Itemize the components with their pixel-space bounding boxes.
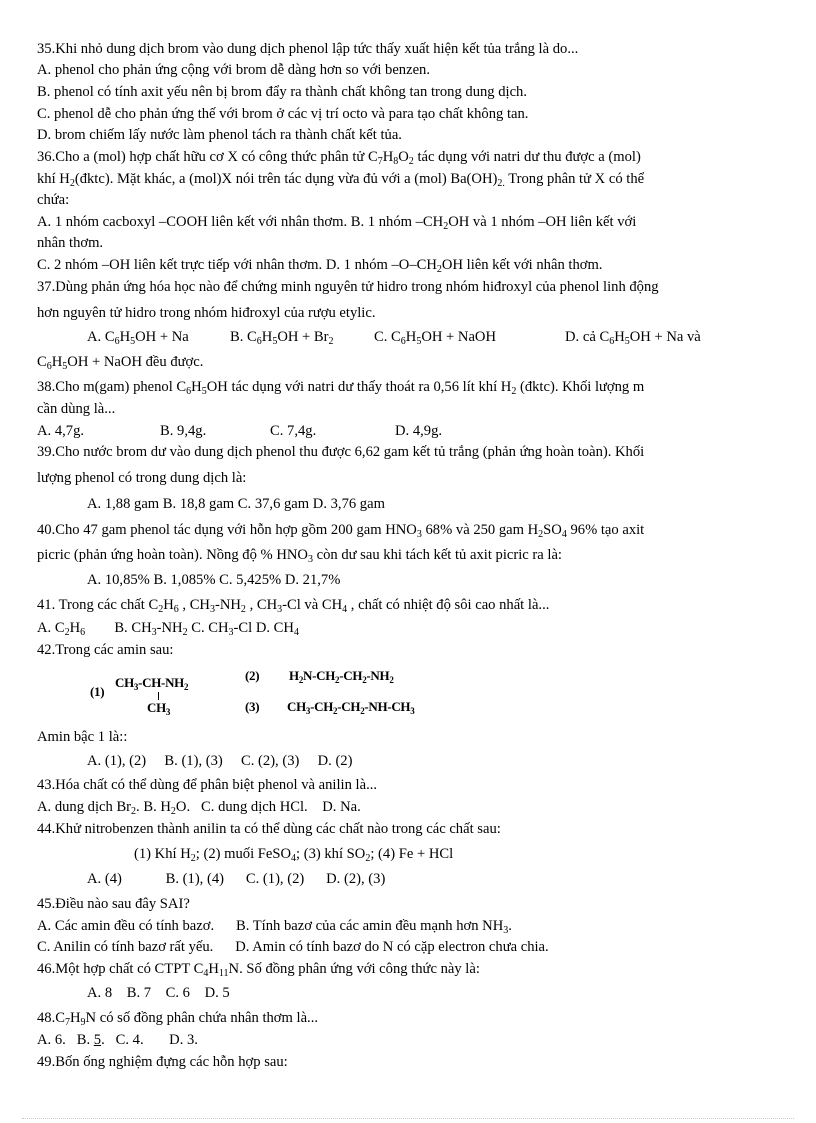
- amine-3-formula: $CH_3-CH_2-CH_2-NH-CH_3$: [287, 699, 415, 716]
- q38-option-d: D. 4,9g.: [395, 423, 443, 439]
- q46-stem: 46.Một hợp chất có CTPT $C_4H_{11}N$. Số đồng phân ứng với công thức này là:: [37, 961, 480, 979]
- q39-options: A. 1,88 gam B. 18,8 gam C. 37,6 gam D. 3,76 gam: [87, 496, 385, 512]
- q45-options-ab: A. Các amin đều có tính bazơ. B. Tính bazơ của các amin đều mạnh hơn $NH_3$.: [37, 918, 512, 936]
- q36-stem-line1: 36.Cho a (mol) hợp chất hữu cơ X có công thức phân tử $C_7H_8O_2$ tác dụng với natri dư thu được a (mol): [37, 149, 641, 167]
- q41-stem: 41. Trong các chất $C_2H_6$ , $CH_3-NH_2$ , $CH_3-Cl$ và $CH_4$ , chất có nhiệt độ sôi cao nhất là...: [37, 597, 550, 615]
- q48-underlined-answer: 5: [93, 1032, 102, 1048]
- q48-stem: $48.C_7H_9N$ có số đồng phân chứa nhân thơm là...: [37, 1010, 318, 1028]
- q37-option-d-cont: $C_6H_5OH$ + NaOH đều được.: [37, 354, 204, 372]
- q35-option-a: A. phenol cho phản ứng cộng với brom dễ dàng hơn so với benzen.: [37, 62, 430, 78]
- q41-options: A. $C_2H_6$ B. $CH_3-NH_2$ C. $CH_3-Cl$ D. $CH_4$: [37, 620, 299, 638]
- q37-option-b: B. $C_6H_5OH + Br_2$: [230, 329, 334, 347]
- q36-options-ab-cont: nhân thơm.: [37, 235, 104, 251]
- q46-options: A. 8 B. 7 C. 6 D. 5: [87, 985, 230, 1001]
- q40-stem-line1: 40.Cho 47 gam phenol tác dụng với hỗn hợp gồm 200 gam $HNO_3$ 68% và 250 gam $H_2SO_4$ 96% tạo axit: [37, 522, 645, 540]
- q38-stem-line2: cần dùng là...: [37, 401, 116, 417]
- q42-stem: 42.Trong các amin sau:: [37, 642, 174, 658]
- q35-option-b: B. phenol có tính axit yếu nên bị brom đẩy ra thành chất không tan trong dung dịch.: [37, 84, 528, 100]
- q36-options-ab: A. 1 nhóm cacboxyl –COOH liên kết với nhân thơm. B. 1 nhóm $-CH_2OH$ và 1 nhóm –OH liên kết với: [37, 214, 637, 232]
- amine-1-formula: $CH_3-CH-NH_2$: [115, 675, 189, 692]
- q49-stem: 49.Bốn ống nghiệm đựng các hỗn hợp sau:: [37, 1054, 288, 1070]
- q35-stem: 35.Khi nhỏ dung dịch brom vào dung dịch phenol lập tức thấy xuất hiện kết tủa trắng là do...: [37, 41, 579, 57]
- q37-option-a: A. $C_6H_5OH + Na$: [87, 329, 189, 347]
- q36-options-cd: C. 2 nhóm –OH liên kết trực tiếp với nhân thơm. D. 1 nhóm $-O-CH_2OH$ liên kết với nhân thơm.: [37, 257, 603, 275]
- q45-options-cd: C. Anilin có tính bazơ rất yếu. D. Amin có tính bazơ do N có cặp electron chưa chia.: [37, 939, 549, 955]
- q43-stem: 43.Hóa chất có thể dùng để phân biệt phenol và anilin là...: [37, 777, 378, 793]
- q39-stem-line1: 39.Cho nước brom dư vào dung dịch phenol thu được 6,62 gam kết tủ trắng (phản ứng hoàn toàn). Khối: [37, 444, 645, 460]
- page-bottom-rule: [22, 1118, 794, 1119]
- q38-stem-line1: 38.Cho m(gam) phenol $C_6H_5OH$ tác dụng với natri dư thấy thoát ra 0,56 lít khí $H_2$ (đktc). Khối lượng m: [37, 379, 645, 397]
- q44-stem: 44.Khử nitrobenzen thành anilin ta có thể dùng các chất nào trong các chất sau:: [37, 821, 501, 837]
- amine-2-formula: $H_2N-CH_2-CH_2-NH_2$: [289, 668, 394, 685]
- q44-choices: (1) Khí $H_2$; (2) muối FeSO$_4$; (3) khí $SO_2$; (4) Fe + HCl: [134, 846, 454, 864]
- q36-stem-line2: khí $H_2(đktc)$. Mặt khác, a (mol)X nói trên tác dụng vừa đủ với a (mol) $Ba(OH)_{2.}$ Trong phân tử X có thể: [37, 171, 645, 189]
- amine-1-number: (1): [90, 684, 105, 699]
- amine-3-number: (3): [245, 699, 260, 714]
- q35-option-d: D. brom chiếm lấy nước làm phenol tách ra thành chất kết tủa.: [37, 127, 402, 143]
- q37-stem-line1: 37.Dùng phản ứng hóa học nào để chứng minh nguyên tử hidro trong nhóm hiđroxyl của phenol linh động: [37, 279, 659, 295]
- q37-option-c: C. $C_6H_5OH$ + NaOH: [374, 329, 497, 347]
- q37-stem-line2: hơn nguyên tử hidro trong nhóm hiđroxyl của rượu etylic.: [37, 305, 376, 321]
- q44-options: A. (4) B. (1), (4) C. (1), (2) D. (2), (3): [87, 871, 386, 887]
- q38-option-a: A. 4,7g.: [37, 423, 85, 439]
- q39-stem-line2: lượng phenol có trong dung dịch là:: [37, 470, 247, 486]
- q40-stem-line2: picric (phản ứng hoàn toàn). Nồng độ % $HNO_3$ còn dư sau khi tách kết tủ axit picric ra là:: [37, 547, 562, 565]
- q35-option-c: C. phenol dễ cho phản ứng thế với brom ở các vị trí octo và para tạo chất không tan.: [37, 106, 529, 122]
- q42-question: Amin bậc 1 là::: [37, 729, 128, 745]
- amine-1-branch: $CH_3$: [147, 700, 171, 717]
- q38-option-b: B. 9,4g.: [160, 423, 207, 439]
- q43-options: A. dung dịch $Br_2$. B. $H_2O$. C. dung dịch HCl. D. Na.: [37, 799, 361, 817]
- q36-stem-line3: chứa:: [37, 192, 70, 208]
- q40-options: A. 10,85% B. 1,085% C. 5,425% D. 21,7%: [87, 572, 341, 588]
- amine-1-branch-bond: [158, 692, 159, 700]
- amine-2-number: (2): [245, 668, 260, 683]
- q42-options: A. (1), (2) B. (1), (3) C. (2), (3) D. (2): [87, 753, 353, 769]
- q38-option-c: C. 7,4g.: [270, 423, 317, 439]
- q37-option-d: D. cả $C_6H_5OH + Na$ và: [565, 329, 701, 347]
- q45-stem: 45.Điều nào sau đây SAI?: [37, 896, 190, 912]
- q48-options: A. 6. B. 5. C. 4. D. 3.: [37, 1032, 198, 1048]
